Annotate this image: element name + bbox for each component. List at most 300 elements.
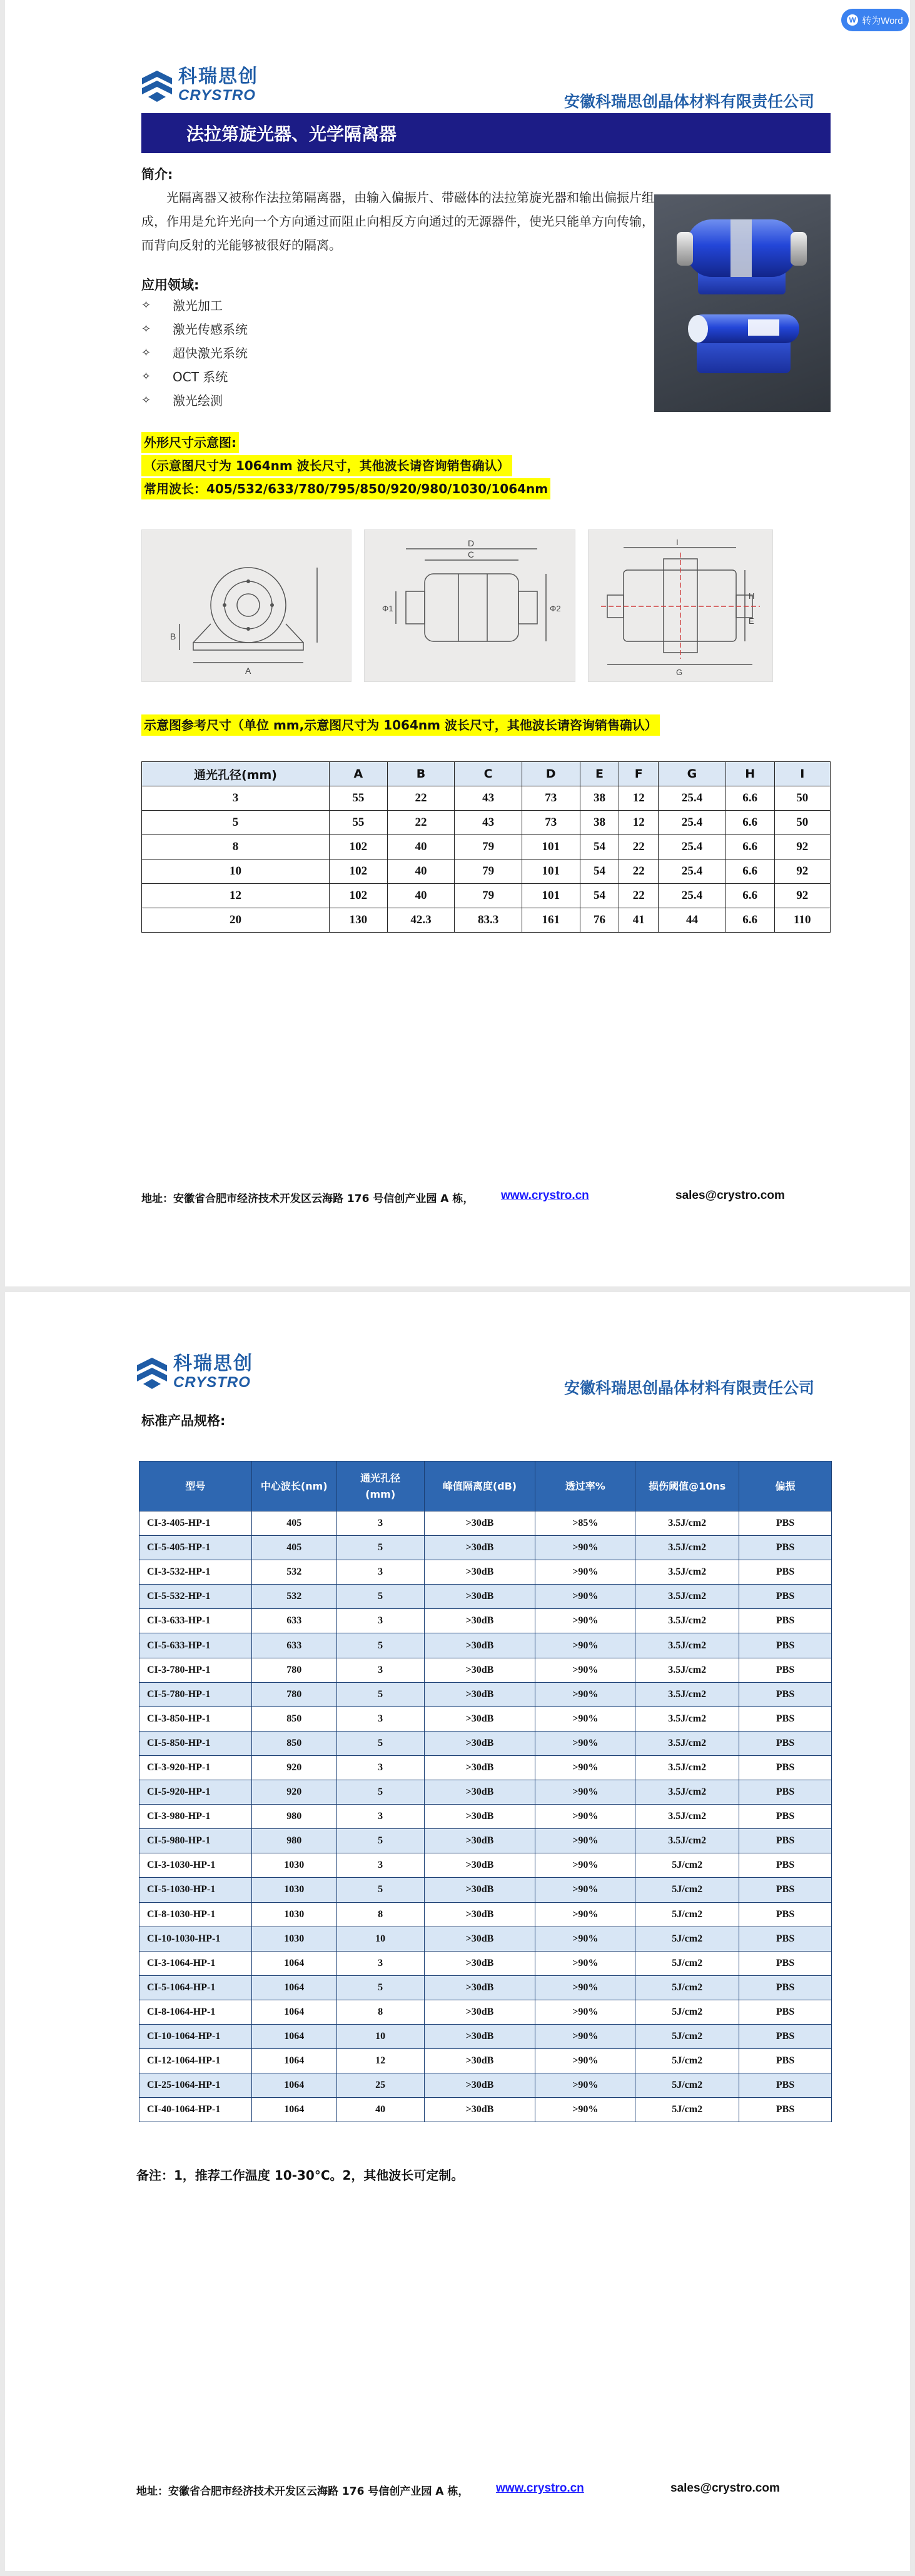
table-cell: PBS: [739, 1658, 832, 1682]
logo-english-text: CRYSTRO: [173, 1374, 251, 1391]
table-cell: 3: [336, 1951, 424, 1975]
table-cell: 8: [142, 835, 330, 860]
table-cell: PBS: [739, 2024, 832, 2048]
dimensions-table: [141, 761, 831, 933]
list-item: ✧ 超快激光系统: [141, 341, 248, 365]
column-header: 通光孔径 (mm): [336, 1461, 424, 1511]
table-cell: 3: [336, 1805, 424, 1829]
table-cell: 76: [580, 908, 619, 933]
table-cell: 101: [522, 835, 580, 860]
table-row: [139, 1511, 832, 1536]
table-cell: 3.5J/cm2: [635, 1731, 739, 1755]
diamond-bullet-icon: ✧: [141, 323, 151, 336]
table-cell: >30dB: [424, 1878, 535, 1902]
table-cell: 5J/cm2: [635, 1853, 739, 1878]
table-cell: 3: [336, 1853, 424, 1878]
table-cell: 6.6: [725, 811, 774, 835]
table-cell: 8: [336, 2000, 424, 2024]
table-cell: CI-5-980-HP-1: [139, 1829, 252, 1853]
shape-dimension-note: （示意图尺寸为 1064nm 波长尺寸，其他波长请咨询销售确认）: [141, 455, 512, 476]
table-cell: 3: [336, 1706, 424, 1731]
dimensions-table-body: [142, 786, 831, 933]
table-cell: PBS: [739, 2000, 832, 2024]
table-cell: CI-3-1064-HP-1: [139, 1951, 252, 1975]
table-cell: 1064: [251, 1951, 336, 1975]
table-cell: CI-10-1030-HP-1: [139, 1927, 252, 1951]
convert-to-word-label: 转为Word: [862, 15, 903, 26]
table-row: [139, 1755, 832, 1780]
table-cell: CI-5-532-HP-1: [139, 1585, 252, 1609]
table-cell: CI-8-1030-HP-1: [139, 1902, 252, 1927]
table-cell: 22: [387, 811, 455, 835]
table-cell: PBS: [739, 1878, 832, 1902]
dim-label-g: G: [676, 668, 683, 677]
column-header: G: [659, 762, 726, 786]
table-cell: PBS: [739, 2098, 832, 2122]
table-row: [139, 1902, 832, 1927]
footer-website-link[interactable]: www.crystro.cn: [501, 1189, 589, 1202]
product-spec-table-body: [139, 1511, 832, 2122]
table-cell: 22: [619, 835, 659, 860]
logo-english-text: CRYSTRO: [178, 87, 256, 104]
table-cell: PBS: [739, 1902, 832, 1927]
table-cell: 5J/cm2: [635, 1975, 739, 2000]
table-cell: PBS: [739, 1511, 832, 1536]
crystro-logo-icon: [139, 68, 174, 103]
footer-email: sales@crystro.com: [670, 2482, 780, 2495]
table-cell: PBS: [739, 1560, 832, 1585]
table-cell: 5J/cm2: [635, 2000, 739, 2024]
table-cell: 3.5J/cm2: [635, 1560, 739, 1585]
table-cell: 1030: [251, 1927, 336, 1951]
table-cell: 405: [251, 1511, 336, 1536]
table-cell: >30dB: [424, 1805, 535, 1829]
column-header: F: [619, 762, 659, 786]
table-cell: 1064: [251, 1975, 336, 2000]
table-cell: >90%: [535, 1731, 635, 1755]
company-logo: [134, 1355, 253, 1390]
table-cell: 3.5J/cm2: [635, 1805, 739, 1829]
table-cell: 25.4: [659, 835, 726, 860]
table-cell: 5J/cm2: [635, 1951, 739, 1975]
table-cell: CI-5-1030-HP-1: [139, 1878, 252, 1902]
table-cell: >90%: [535, 1878, 635, 1902]
dim-label-h: H: [749, 591, 755, 601]
table-cell: 920: [251, 1780, 336, 1805]
table-cell: >85%: [535, 1511, 635, 1536]
table-row: [139, 1975, 832, 2000]
table-row: [139, 2098, 832, 2122]
table-row: [139, 1780, 832, 1805]
table-cell: 3: [336, 1658, 424, 1682]
table-header-row: [139, 1461, 832, 1511]
table-row: [139, 1536, 832, 1560]
table-cell: PBS: [739, 2073, 832, 2098]
spec-heading: 标准产品规格:: [141, 1413, 226, 1428]
table-cell: >30dB: [424, 2000, 535, 2024]
table-cell: CI-8-1064-HP-1: [139, 2000, 252, 2024]
table-cell: >30dB: [424, 1755, 535, 1780]
dim-label-b: B: [170, 631, 176, 641]
dim-label-i: I: [676, 538, 679, 547]
table-cell: >90%: [535, 1927, 635, 1951]
table-cell: 5J/cm2: [635, 1902, 739, 1927]
table-row: [142, 884, 831, 908]
table-cell: >90%: [535, 1536, 635, 1560]
table-cell: 1064: [251, 2098, 336, 2122]
table-cell: 5: [142, 811, 330, 835]
table-cell: 1030: [251, 1878, 336, 1902]
page-footer: [136, 2482, 826, 2498]
convert-to-word-button[interactable]: [841, 9, 909, 31]
table-cell: CI-25-1064-HP-1: [139, 2073, 252, 2098]
table-cell: 5: [336, 1731, 424, 1755]
table-cell: 5: [336, 1585, 424, 1609]
table-cell: >90%: [535, 1829, 635, 1853]
table-row: [139, 1927, 832, 1951]
table-cell: 6.6: [725, 860, 774, 884]
table-cell: >90%: [535, 1609, 635, 1633]
list-item: ✧ 激光绘测: [141, 389, 248, 413]
table-cell: >30dB: [424, 1511, 535, 1536]
table-cell: CI-12-1064-HP-1: [139, 2049, 252, 2073]
table-row: [142, 786, 831, 811]
column-header: H: [725, 762, 774, 786]
page-title: 法拉第旋光器、光学隔离器: [186, 124, 397, 144]
common-wavelengths: 常用波长：405/532/633/780/795/850/920/980/1030/1064nm: [141, 478, 550, 499]
table-cell: 92: [774, 860, 830, 884]
table-row: [139, 1585, 832, 1609]
spec-note: 备注：1，推荐工作温度 10-30°C。2，其他波长可定制。: [136, 2168, 464, 2183]
column-header: 型号: [139, 1461, 252, 1511]
table-cell: 12: [142, 884, 330, 908]
table-cell: PBS: [739, 1975, 832, 2000]
table-cell: 10: [336, 2024, 424, 2048]
table-header-row: [142, 762, 831, 786]
applications-heading: 应用领域:: [141, 278, 200, 293]
table-cell: CI-40-1064-HP-1: [139, 2098, 252, 2122]
dim-label-c: C: [468, 549, 475, 559]
column-header: 峰值隔离度(dB): [424, 1461, 535, 1511]
table-cell: PBS: [739, 1682, 832, 1706]
table-cell: >30dB: [424, 2073, 535, 2098]
table-cell: CI-3-532-HP-1: [139, 1560, 252, 1585]
table-cell: 1064: [251, 2073, 336, 2098]
list-item: ✧ 激光加工: [141, 294, 248, 318]
table-cell: >30dB: [424, 1560, 535, 1585]
table-cell: 3: [336, 1560, 424, 1585]
table-cell: 1030: [251, 1902, 336, 1927]
table-cell: >30dB: [424, 1682, 535, 1706]
table-cell: 5: [336, 1780, 424, 1805]
table-cell: 532: [251, 1560, 336, 1585]
table-cell: 3: [336, 1609, 424, 1633]
footer-email: sales@crystro.com: [675, 1189, 785, 1202]
table-row: [139, 1658, 832, 1682]
table-cell: 40: [387, 835, 455, 860]
table-cell: 5J/cm2: [635, 2073, 739, 2098]
table-cell: 110: [774, 908, 830, 933]
table-cell: 850: [251, 1706, 336, 1731]
front-view-diagram: [141, 529, 351, 682]
dim-label-e: E: [749, 616, 754, 626]
table-cell: 102: [330, 884, 388, 908]
table-cell: >30dB: [424, 1731, 535, 1755]
table-cell: 12: [619, 786, 659, 811]
column-header: C: [455, 762, 522, 786]
table-cell: 102: [330, 835, 388, 860]
table-cell: PBS: [739, 1829, 832, 1853]
logo-chinese-text: 科瑞思创: [173, 1353, 253, 1375]
table-cell: CI-5-633-HP-1: [139, 1633, 252, 1658]
table-cell: 161: [522, 908, 580, 933]
table-cell: CI-5-405-HP-1: [139, 1536, 252, 1560]
diamond-bullet-icon: ✧: [141, 346, 151, 359]
table-cell: CI-3-980-HP-1: [139, 1805, 252, 1829]
table-cell: >90%: [535, 1706, 635, 1731]
table-cell: PBS: [739, 1927, 832, 1951]
table-row: [139, 1878, 832, 1902]
table-cell: >30dB: [424, 2098, 535, 2122]
footer-address: 地址：安徽省合肥市经济技术开发区云海路 176 号信创产业园 A 栋，: [141, 1193, 474, 1205]
table-cell: 1030: [251, 1853, 336, 1878]
table-cell: >30dB: [424, 1658, 535, 1682]
list-item: ✧ 激光传感系统: [141, 318, 248, 341]
table-row: [142, 835, 831, 860]
table-cell: CI-3-850-HP-1: [139, 1706, 252, 1731]
table-cell: >30dB: [424, 1902, 535, 1927]
table-cell: >30dB: [424, 1609, 535, 1633]
column-header: 中心波长(nm): [251, 1461, 336, 1511]
table-cell: CI-5-1064-HP-1: [139, 1975, 252, 2000]
table-row: [139, 1951, 832, 1975]
table-cell: 73: [522, 811, 580, 835]
table-cell: 102: [330, 860, 388, 884]
applications-list: [141, 294, 248, 413]
diamond-bullet-icon: ✧: [141, 394, 151, 407]
table-cell: 25.4: [659, 884, 726, 908]
table-cell: 10: [142, 860, 330, 884]
table-cell: >30dB: [424, 2049, 535, 2073]
diamond-bullet-icon: ✧: [141, 370, 151, 383]
table-cell: 1064: [251, 2049, 336, 2073]
table-cell: 6.6: [725, 835, 774, 860]
table-cell: 50: [774, 811, 830, 835]
table-cell: 101: [522, 860, 580, 884]
table-row: [139, 2049, 832, 2073]
table-cell: CI-3-780-HP-1: [139, 1658, 252, 1682]
table-cell: 25.4: [659, 786, 726, 811]
table-cell: 73: [522, 786, 580, 811]
table-cell: >30dB: [424, 1633, 535, 1658]
table-cell: CI-3-405-HP-1: [139, 1511, 252, 1536]
table-cell: 532: [251, 1585, 336, 1609]
diamond-bullet-icon: ✧: [141, 299, 151, 312]
table-cell: PBS: [739, 1609, 832, 1633]
table-cell: PBS: [739, 1780, 832, 1805]
table-cell: 54: [580, 835, 619, 860]
table-cell: >90%: [535, 2098, 635, 2122]
table-cell: 3.5J/cm2: [635, 1755, 739, 1780]
table-cell: 22: [619, 860, 659, 884]
table-cell: 633: [251, 1633, 336, 1658]
table-cell: 55: [330, 811, 388, 835]
word-icon: W: [847, 14, 858, 26]
table-cell: >30dB: [424, 1780, 535, 1805]
table-cell: 8: [336, 1902, 424, 1927]
table-cell: >90%: [535, 2073, 635, 2098]
footer-address: 地址：安徽省合肥市经济技术开发区云海路 176 号信创产业园 A 栋，: [136, 2485, 469, 2498]
table-cell: >30dB: [424, 1706, 535, 1731]
table-row: [139, 1731, 832, 1755]
dim-label-phi1: Φ1: [382, 604, 393, 613]
product-spec-table: [139, 1461, 832, 2122]
crystro-logo-icon: [134, 1355, 169, 1390]
table-cell: 5J/cm2: [635, 1927, 739, 1951]
logo-chinese-text: 科瑞思创: [178, 66, 258, 88]
table-cell: 101: [522, 884, 580, 908]
table-cell: 22: [387, 786, 455, 811]
table-cell: 980: [251, 1805, 336, 1829]
table-cell: 980: [251, 1829, 336, 1853]
table-cell: 25: [336, 2073, 424, 2098]
table-cell: 20: [142, 908, 330, 933]
table-cell: >30dB: [424, 1829, 535, 1853]
table-cell: 3: [336, 1511, 424, 1536]
intro-heading: 简介:: [141, 167, 173, 182]
table-cell: 12: [336, 2049, 424, 2073]
table-cell: 54: [580, 860, 619, 884]
table-cell: 3.5J/cm2: [635, 1536, 739, 1560]
table-cell: >30dB: [424, 1975, 535, 2000]
intro-paragraph: 光隔离器又被称作法拉第隔离器，由输入偏振片、带磁体的法拉第旋光器和输出偏振片组成，作用是允许光向一个方向通过而阻止向相反方向通过的无源器件，使光只能单方向传输，而背向反射的光能够被很好的隔离。: [141, 190, 654, 253]
table-cell: 3.5J/cm2: [635, 1511, 739, 1536]
table-cell: >30dB: [424, 1853, 535, 1878]
table-cell: CI-10-1064-HP-1: [139, 2024, 252, 2048]
table-cell: >30dB: [424, 1585, 535, 1609]
table-cell: 6.6: [725, 884, 774, 908]
table-cell: 5J/cm2: [635, 2024, 739, 2048]
table-cell: PBS: [739, 1805, 832, 1829]
column-header: D: [522, 762, 580, 786]
table-row: [139, 1805, 832, 1829]
company-logo: [139, 68, 258, 103]
table-cell: >30dB: [424, 1951, 535, 1975]
table-cell: 5J/cm2: [635, 1878, 739, 1902]
table-cell: 12: [619, 811, 659, 835]
table-cell: PBS: [739, 1853, 832, 1878]
table-cell: 44: [659, 908, 726, 933]
table-cell: >90%: [535, 1633, 635, 1658]
table-cell: >90%: [535, 2049, 635, 2073]
table-row: [139, 1706, 832, 1731]
table-cell: 3.5J/cm2: [635, 1706, 739, 1731]
table-row: [139, 1682, 832, 1706]
table-cell: >30dB: [424, 1536, 535, 1560]
table-cell: >90%: [535, 1682, 635, 1706]
table-cell: 43: [455, 786, 522, 811]
table-row: [139, 1609, 832, 1633]
table-cell: PBS: [739, 1951, 832, 1975]
table-cell: >90%: [535, 1658, 635, 1682]
table-cell: >90%: [535, 1585, 635, 1609]
footer-website-link[interactable]: www.crystro.cn: [496, 2482, 584, 2495]
table-cell: PBS: [739, 1536, 832, 1560]
table-cell: 92: [774, 884, 830, 908]
table-row: [139, 1829, 832, 1853]
dim-label-phi2: Φ2: [550, 604, 561, 613]
table-cell: 850: [251, 1731, 336, 1755]
table-cell: >30dB: [424, 2024, 535, 2048]
column-header: 通光孔径(mm): [142, 762, 330, 786]
table-cell: 38: [580, 811, 619, 835]
page-title-bar: [141, 113, 831, 153]
table-row: [139, 2024, 832, 2048]
table-cell: 79: [455, 835, 522, 860]
table-cell: 25.4: [659, 860, 726, 884]
table-cell: >90%: [535, 2000, 635, 2024]
table-cell: 54: [580, 884, 619, 908]
table-row: [142, 811, 831, 835]
table-cell: 1064: [251, 2024, 336, 2048]
table-cell: 42.3: [387, 908, 455, 933]
column-header: 透过率%: [535, 1461, 635, 1511]
table-cell: 83.3: [455, 908, 522, 933]
table-row: [142, 860, 831, 884]
table-cell: 3.5J/cm2: [635, 1829, 739, 1853]
table-cell: 633: [251, 1609, 336, 1633]
table-cell: CI-3-633-HP-1: [139, 1609, 252, 1633]
table-cell: 38: [580, 786, 619, 811]
table-cell: 405: [251, 1536, 336, 1560]
table-cell: 10: [336, 1927, 424, 1951]
product-photo: [654, 194, 831, 412]
table-cell: >90%: [535, 1902, 635, 1927]
table-cell: 1064: [251, 2000, 336, 2024]
table-row: [139, 2073, 832, 2098]
table-cell: 40: [387, 860, 455, 884]
top-view-diagram: [588, 529, 773, 682]
table-row: [139, 2000, 832, 2024]
table-cell: 79: [455, 884, 522, 908]
table-cell: 22: [619, 884, 659, 908]
table-cell: PBS: [739, 1731, 832, 1755]
column-header: B: [387, 762, 455, 786]
table-cell: 780: [251, 1658, 336, 1682]
shape-dimension-label: 外形尺寸示意图:: [141, 432, 239, 453]
table-row: [139, 1853, 832, 1878]
table-cell: 6.6: [725, 786, 774, 811]
table-cell: 5: [336, 1682, 424, 1706]
side-view-diagram: [364, 529, 575, 682]
table-cell: CI-5-780-HP-1: [139, 1682, 252, 1706]
table-cell: >90%: [535, 1780, 635, 1805]
table-cell: CI-3-920-HP-1: [139, 1755, 252, 1780]
table-cell: CI-3-1030-HP-1: [139, 1853, 252, 1878]
dim-label-d: D: [468, 538, 475, 548]
table-cell: 3.5J/cm2: [635, 1658, 739, 1682]
table-cell: 5: [336, 1536, 424, 1560]
table-cell: CI-5-850-HP-1: [139, 1731, 252, 1755]
table-cell: >30dB: [424, 1927, 535, 1951]
table-cell: 5J/cm2: [635, 2049, 739, 2073]
reference-dimensions-label: 示意图参考尺寸（单位 mm,示意图尺寸为 1064nm 波长尺寸，其他波长请咨询销售确认）: [141, 714, 660, 736]
table-row: [139, 1560, 832, 1585]
table-cell: 43: [455, 811, 522, 835]
table-cell: 79: [455, 860, 522, 884]
column-header: 偏振: [739, 1461, 832, 1511]
table-cell: 5: [336, 1829, 424, 1853]
